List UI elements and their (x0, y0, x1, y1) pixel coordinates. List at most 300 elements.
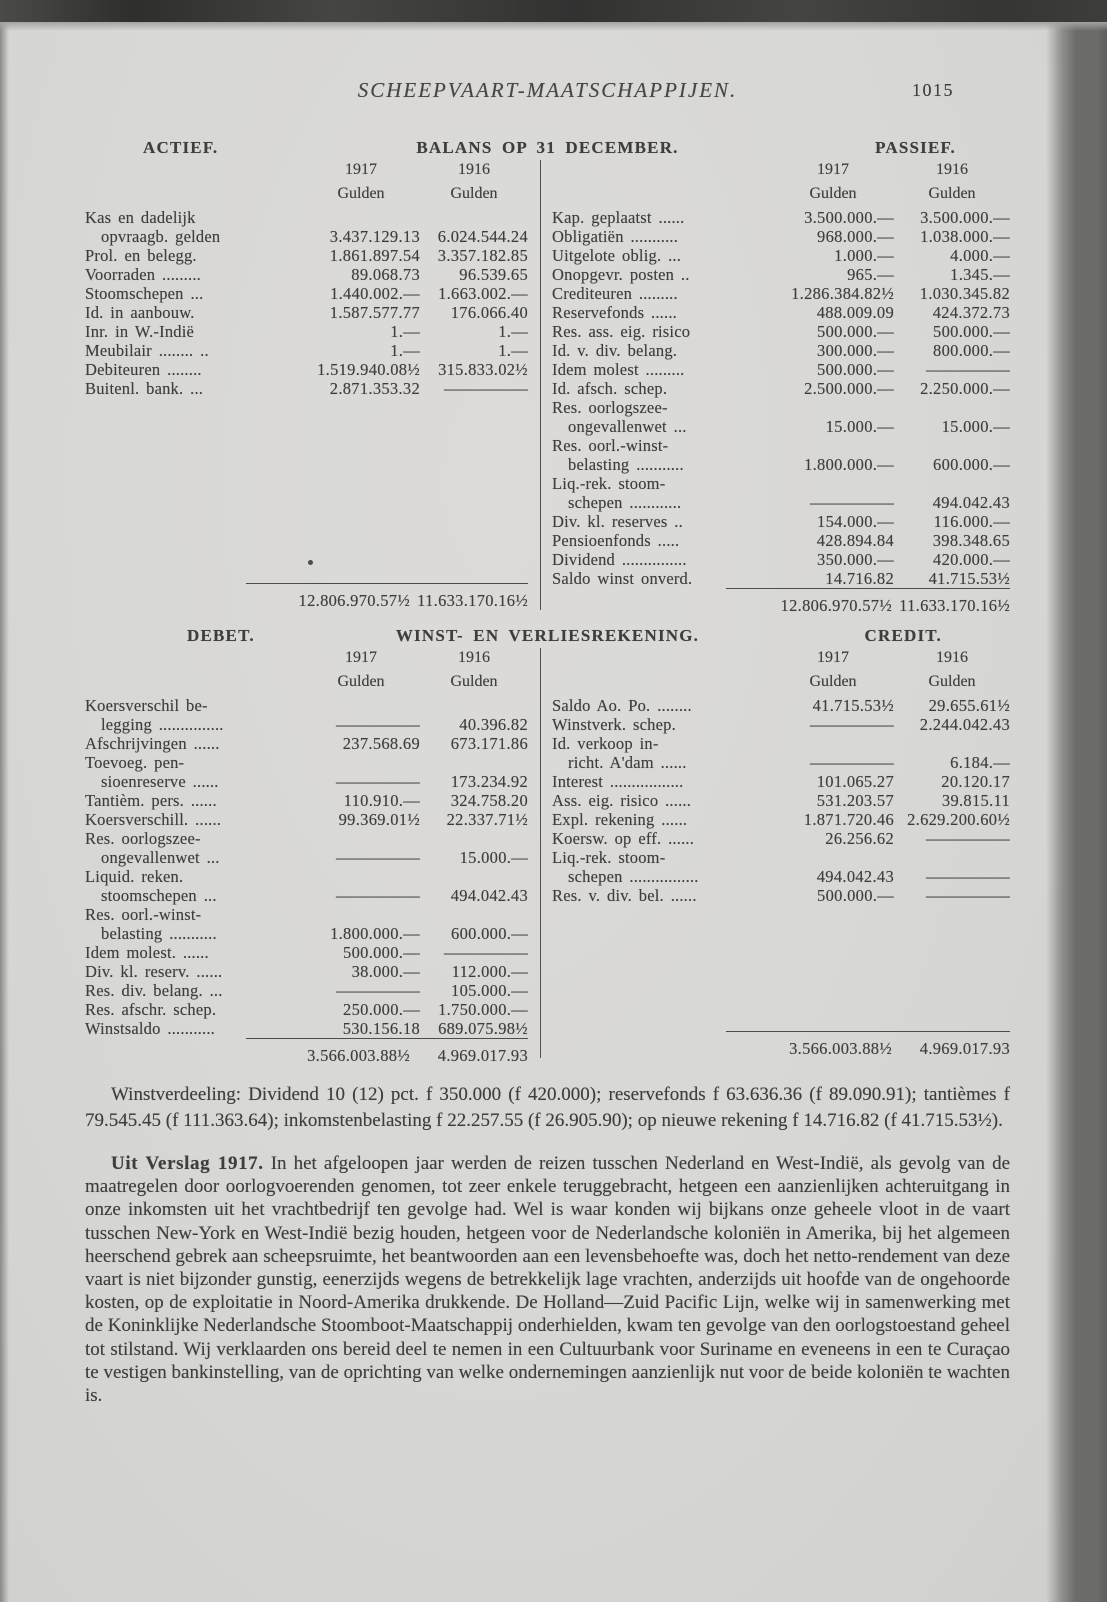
row-value-1916: 173.234.92 (450, 772, 528, 791)
row-value-1917: 531.203.57 (816, 791, 894, 810)
table-row (85, 1019, 528, 1038)
row-value-1917: 500.000.— (343, 943, 420, 962)
row-label (552, 436, 772, 474)
table-row (85, 867, 528, 905)
table-row (552, 474, 1010, 512)
table-row (552, 379, 1010, 398)
row-label-line2: stoomschepen ... (101, 886, 217, 905)
ink-spot (308, 560, 313, 565)
table-row (552, 436, 1010, 474)
year-1916-header: 1916 (936, 649, 968, 666)
debet-totals-row (85, 1038, 528, 1065)
page-number: 1015 (912, 80, 954, 100)
report-text (85, 1082, 1010, 1407)
row-label-line2: ongevallenwet ... (101, 848, 220, 867)
row-label-line2: richt. A'dam ...... (568, 753, 687, 772)
table-row (552, 208, 1010, 227)
row-label (552, 246, 772, 265)
row-label-line1: Uitgelote oblig. ... (552, 246, 682, 265)
row-label-line2: sioenreserve ...... (101, 772, 219, 791)
row-label-line1: Inr. in W.-Indië (85, 322, 195, 341)
currency-label: Gulden (337, 185, 385, 202)
row-label-line2: opvraagb. gelden (101, 227, 221, 246)
row-label (85, 265, 302, 284)
row-label (552, 791, 772, 810)
row-label-line1: Id. verkoop in- (552, 734, 659, 753)
row-label-line2: ongevallenwet ... (568, 417, 687, 436)
row-label-line1: Id. afsch. schep. (552, 379, 668, 398)
credit-heading: CREDIT. (864, 626, 942, 645)
row-label-line1: Koersw. op eff. ...... (552, 829, 695, 848)
actief-rows (85, 208, 528, 398)
row-value-1916: 673.171.86 (450, 734, 528, 753)
scan-left-edge (0, 0, 9, 1602)
verslag-body: In het afgeloopen jaar werden de reizen tusschen Nederland en West-Indië, als gevolg van de maatregelen door oorlogvoerenden genomen, tot zeer enkele teruggebracht, hetgeen een aanzienlijken achteruitgang in onze inkomsten uit het vrachtbedrijf ten gevolge had. Wel is waar konden wij bijkans onze geheele vloot in de vaart tusschen New-York en West-Indië bezig houden, hetgeen voor de Nederlandsche koloniën in Amerika, bij het algemeen heerschend gebrek aan scheepsruimte, het beantwoorden aan een levensbehoefte was, doch het netto-rendement van deze vaart is niet bijzonder gunstig, eenerzijds wegens de betrekkelijk lage vrachten, anderzijds uit hoofde van de ongehoorde kosten, op de exploitatie in Noord-Amerika drukkende. De Holland—Zuid Pacific Lijn, welke wij in samenwerking met de Koninklijke Nederlandsche Stoomboot-Maatschappij onderhielden, kwam ten gevolge van den oorlogstoestand geheel tot stilstand. Wij verklaarden ons bereid deel te nemen in een Cultuurbank voor Suriname en eveneens in een te Curaçao te vestigen bankinstelling, van de oprichting van welke ondernemingen aanzienlijk nut voor de beide koloniën te wachten is. (85, 1153, 1011, 1407)
row-value-1916: 494.042.43 (932, 493, 1010, 512)
row-label-line1: Tantièm. pers. ...... (85, 791, 217, 810)
row-label-line2: schepen ................ (568, 867, 699, 886)
table-row (85, 943, 528, 962)
row-label-line1: Res. ass. eig. risico (552, 322, 691, 341)
table-row (552, 810, 1010, 829)
row-label-line1: Ass. eig. risico ...... (552, 791, 692, 810)
table-row (85, 962, 528, 981)
row-label (552, 208, 772, 227)
table-row (85, 829, 528, 867)
passief-rows (552, 208, 1010, 588)
row-value-1917: 2.500.000.— (804, 379, 894, 398)
table-row (552, 696, 1010, 715)
row-value-1917: 1.800.000.— (804, 455, 894, 474)
row-value-1916: 1.750.000.— (438, 1000, 528, 1019)
row-label-line1: Id. in aanbouw. (85, 303, 195, 322)
table-row (552, 734, 1010, 772)
column-currency (552, 184, 1010, 203)
row-label (552, 303, 772, 322)
row-value-1916: 424.372.73 (932, 303, 1010, 322)
table-row (85, 791, 528, 810)
year-1917-header: 1917 (817, 649, 849, 666)
row-label (85, 753, 302, 791)
column-currency (85, 672, 528, 691)
debet-heading: DEBET. (187, 626, 255, 645)
row-value-1916: 600.000.— (451, 924, 528, 943)
row-value-1917: 300.000.— (817, 341, 894, 360)
row-value-1916: 500.000.— (933, 322, 1010, 341)
debet-column (85, 648, 540, 1065)
row-label-line1: Interest ................. (552, 772, 684, 791)
row-value-1917: 494.042.43 (816, 867, 894, 886)
year-1916-header: 1916 (458, 649, 490, 666)
row-value-1917: ————— (336, 715, 420, 734)
row-value-1917: 41.715.53½ (812, 696, 894, 715)
row-label-line1: Debiteuren ........ (85, 360, 202, 379)
table-row (85, 1000, 528, 1019)
row-value-1917: 1.587.577.77 (329, 303, 420, 322)
table-row (85, 696, 528, 734)
row-label-line1: Crediteuren ......... (552, 284, 678, 303)
row-label (552, 829, 772, 848)
row-label (552, 379, 772, 398)
year-1916-header: 1916 (458, 161, 490, 178)
row-value-1917: 1.800.000.— (330, 924, 420, 943)
row-label (552, 810, 772, 829)
currency-label: Gulden (928, 185, 976, 202)
row-label-line1: Res. oorl.-winst- (552, 436, 669, 455)
row-label (552, 322, 772, 341)
table-row (85, 341, 528, 360)
row-label-line1: Obligatiën ........... (552, 227, 679, 246)
row-value-1916: 4.000.— (950, 246, 1010, 265)
row-label (552, 772, 772, 791)
table-row (552, 398, 1010, 436)
row-label (85, 829, 302, 867)
row-label (85, 867, 302, 905)
table-row (552, 791, 1010, 810)
table-row (552, 829, 1010, 848)
table-row (85, 981, 528, 1000)
table-row (552, 848, 1010, 886)
table-row (552, 772, 1010, 791)
row-label (85, 341, 302, 360)
currency-label: Gulden (928, 673, 976, 690)
row-value-1917: ————— (810, 753, 894, 772)
row-label-line2: schepen ............ (568, 493, 682, 512)
row-value-1917: 530.156.18 (342, 1019, 420, 1038)
currency-label: Gulden (809, 673, 857, 690)
row-label (85, 322, 302, 341)
row-value-1917: 2.871.353.32 (329, 379, 420, 398)
row-value-1916: 96.539.65 (459, 265, 528, 284)
row-value-1916: 6.184.— (950, 753, 1010, 772)
row-value-1917: ————— (336, 886, 420, 905)
row-label-line2: belasting ........... (568, 455, 684, 474)
row-value-1916: 1.030.345.82 (919, 284, 1010, 303)
row-label-line1: Idem molest ......... (552, 360, 685, 379)
scan-right-gutter (1062, 0, 1107, 1602)
balance-table (85, 160, 1010, 615)
row-label-line1: Res. afschr. schep. (85, 1000, 217, 1019)
row-label (552, 360, 772, 379)
credit-total-1917: 3.566.003.88½ (789, 1039, 892, 1058)
row-value-1917: 99.369.01½ (338, 810, 420, 829)
row-value-1917: ————— (810, 493, 894, 512)
row-value-1917: 110.910.— (343, 791, 420, 810)
row-label (552, 474, 772, 512)
row-value-1916: 315.833.02½ (438, 360, 528, 379)
row-value-1917: 38.000.— (351, 962, 420, 981)
row-value-1916: 15.000.— (459, 848, 528, 867)
table-row (552, 227, 1010, 246)
row-label (85, 379, 302, 398)
verslag-lead: Uit Verslag 1917. (111, 1153, 264, 1174)
row-label-line1: Res. oorl.-winst- (85, 905, 202, 924)
row-label-line1: Prol. en belegg. (85, 246, 197, 265)
row-value-1917: 14.716.82 (825, 569, 894, 588)
row-value-1916: ————— (926, 829, 1010, 848)
row-label-line1: Kap. geplaatst ...... (552, 208, 685, 227)
verslag-paragraph (85, 1152, 1010, 1407)
row-label-line2: belasting ........... (101, 924, 217, 943)
table-row (85, 360, 528, 379)
column-years (85, 160, 528, 179)
actief-total-1916: 11.633.170.16½ (417, 591, 528, 610)
row-label-line1: Div. kl. reserves .. (552, 512, 683, 531)
row-label (552, 227, 772, 246)
row-label-line1: Id. v. div. belang. (552, 341, 678, 360)
row-value-1917: 1.— (390, 322, 420, 341)
row-value-1917: 154.000.— (817, 512, 894, 531)
row-label (552, 398, 772, 436)
row-value-1916: 800.000.— (933, 341, 1010, 360)
row-value-1916: ————— (926, 360, 1010, 379)
row-label (85, 1000, 302, 1019)
row-label-line1: Res. oorlogszee- (85, 829, 201, 848)
year-1917-header: 1917 (817, 161, 849, 178)
table-row (85, 303, 528, 322)
row-value-1917: ————— (336, 772, 420, 791)
profit-loss-section (85, 626, 1010, 1065)
year-1916-header: 1916 (936, 161, 968, 178)
row-label-line1: Koersverschil be- (85, 696, 208, 715)
row-label-line1: Onopgevr. posten .. (552, 265, 690, 284)
table-row (85, 810, 528, 829)
table-row (552, 512, 1010, 531)
row-label (552, 531, 772, 550)
row-label (552, 715, 772, 734)
row-label (85, 303, 302, 322)
row-value-1917: ————— (336, 981, 420, 1000)
row-value-1916: 112.000.— (451, 962, 528, 981)
profit-loss-title: WINST- EN VERLIESREKENING. (395, 626, 700, 645)
row-label-line1: Liq.-rek. stoom- (552, 848, 666, 867)
row-value-1917: 89.068.73 (351, 265, 420, 284)
row-value-1917: 1.519.940.08½ (317, 360, 420, 379)
row-label (552, 569, 772, 588)
row-label-line1: Meubilair ........ .. (85, 341, 209, 360)
column-years (85, 648, 528, 667)
table-row (552, 531, 1010, 550)
row-label (85, 905, 302, 943)
row-label-line1: Res. div. belang. ... (85, 981, 223, 1000)
table-row (85, 905, 528, 943)
actief-totals-row (85, 583, 528, 610)
row-label-line1: Pensioenfonds ..... (552, 531, 680, 550)
row-value-1916: 15.000.— (941, 417, 1010, 436)
row-value-1916: 1.— (498, 341, 528, 360)
balance-section (85, 138, 1010, 615)
row-label-line1: Idem molest. ...... (85, 943, 209, 962)
row-value-1916: 116.000.— (933, 512, 1010, 531)
row-label-line1: Buitenl. bank. ... (85, 379, 204, 398)
table-row (85, 246, 528, 265)
debet-rows (85, 696, 528, 1038)
row-label (85, 284, 302, 303)
passief-column (540, 160, 1010, 615)
row-value-1916: 2.244.042.43 (919, 715, 1010, 734)
row-label (85, 696, 302, 734)
row-value-1916: 1.— (498, 322, 528, 341)
page-header (85, 78, 1010, 102)
row-value-1917: 500.000.— (817, 886, 894, 905)
row-label-line2: legging ............... (101, 715, 224, 734)
actief-column (85, 160, 540, 610)
row-label-line1: Afschrijvingen ...... (85, 734, 220, 753)
passief-totals-row (552, 588, 1010, 615)
row-value-1916: 494.042.43 (450, 886, 528, 905)
currency-label: Gulden (337, 673, 385, 690)
row-value-1917: 500.000.— (817, 322, 894, 341)
row-value-1917: ————— (810, 715, 894, 734)
row-label-line1: Res. v. div. bel. ...... (552, 886, 697, 905)
currency-label: Gulden (450, 185, 498, 202)
row-value-1916: 2.629.200.60½ (907, 810, 1010, 829)
table-row (552, 569, 1010, 588)
row-label (552, 886, 772, 905)
row-value-1917: 15.000.— (825, 417, 894, 436)
row-label-line1: Reservefonds ...... (552, 303, 677, 322)
row-value-1916: 689.075.98½ (438, 1019, 528, 1038)
row-label-line1: Toevoeg. pen- (85, 753, 185, 772)
row-label (85, 981, 302, 1000)
table-row (552, 550, 1010, 569)
row-value-1916: 3.357.182.85 (437, 246, 528, 265)
table-row (85, 753, 528, 791)
row-value-1916: 1.038.000.— (920, 227, 1010, 246)
row-value-1917: 488.009.09 (816, 303, 894, 322)
scan-top-band (0, 0, 1107, 22)
table-row (85, 284, 528, 303)
row-label (552, 512, 772, 531)
row-value-1917: ————— (336, 848, 420, 867)
row-value-1917: 1.— (390, 341, 420, 360)
row-value-1916: 176.066.40 (450, 303, 528, 322)
row-label (85, 1019, 302, 1038)
table-row (552, 246, 1010, 265)
actief-total-1917: 12.806.970.57½ (298, 591, 410, 610)
profit-loss-table (85, 648, 1010, 1065)
row-value-1917: 3.437.129.13 (329, 227, 420, 246)
row-value-1917: 1.000.— (834, 246, 894, 265)
row-value-1917: 500.000.— (817, 360, 894, 379)
row-value-1917: 1.286.384.82½ (791, 284, 894, 303)
row-value-1917: 237.568.69 (342, 734, 420, 753)
row-value-1916: ————— (444, 379, 528, 398)
row-label (85, 943, 302, 962)
actief-heading: ACTIEF. (143, 138, 219, 157)
table-row (552, 322, 1010, 341)
row-label-line1: Stoomschepen ... (85, 284, 204, 303)
row-label-line1: Saldo Ao. Po. ........ (552, 696, 692, 715)
row-label-line1: Liquid. reken. (85, 867, 184, 886)
row-label-line1: Dividend ............... (552, 550, 687, 569)
row-label (552, 341, 772, 360)
row-value-1916: 20.120.17 (941, 772, 1010, 791)
row-value-1917: 1.861.897.54 (329, 246, 420, 265)
row-label-line1: Voorraden ......... (85, 265, 201, 284)
journal-title: SCHEEPVAART-MAATSCHAPPIJEN. (357, 78, 738, 102)
currency-label: Gulden (450, 673, 498, 690)
column-years (552, 648, 1010, 667)
table-row (85, 322, 528, 341)
table-row (552, 303, 1010, 322)
profit-loss-headings (85, 626, 1010, 648)
row-value-1916: ————— (926, 886, 1010, 905)
row-label (552, 848, 772, 886)
winstverdeeling-paragraph: Winstverdeeling: Dividend 10 (12) pct. f 350.000 (f 420.000); reservefonds f 63.636.36 (f 89.090.91); tantièmes f 79.545.45 (f 111.363.64); inkomstenbelasting f 22.257.55 (f 26.905.90); op nieuwe rekening f 14.716.82 (f 41.715.53½). (85, 1084, 1010, 1131)
table-row (85, 734, 528, 753)
row-value-1916: 3.500.000.— (920, 208, 1010, 227)
row-label-line1: Saldo winst onverd. (552, 569, 693, 588)
row-value-1917: 250.000.— (343, 1000, 420, 1019)
debet-total-1917: 3.566.003.88½ (307, 1046, 410, 1065)
row-value-1917: 350.000.— (817, 550, 894, 569)
row-value-1916: ————— (926, 867, 1010, 886)
row-label (85, 360, 302, 379)
column-currency (552, 672, 1010, 691)
row-label-line1: Expl. rekening ...... (552, 810, 688, 829)
debet-total-1916: 4.969.017.93 (437, 1046, 528, 1065)
passief-heading: PASSIEF. (875, 138, 956, 157)
row-value-1916: 600.000.— (933, 455, 1010, 474)
year-1917-header: 1917 (345, 161, 377, 178)
row-value-1916: 29.655.61½ (928, 696, 1010, 715)
row-value-1917: 968.000.— (817, 227, 894, 246)
balance-title: BALANS OP 31 DECEMBER. (416, 138, 679, 157)
row-label-line1: Winstsaldo ........... (85, 1019, 215, 1038)
table-row (552, 284, 1010, 303)
year-1917-header: 1917 (345, 649, 377, 666)
row-label (85, 734, 302, 753)
row-label-line1: Winstverk. schep. (552, 715, 676, 734)
row-value-1917: 3.500.000.— (804, 208, 894, 227)
row-label (552, 284, 772, 303)
row-label (85, 962, 302, 981)
table-row (85, 208, 528, 246)
row-value-1916: 398.348.65 (932, 531, 1010, 550)
passief-total-1916: 11.633.170.16½ (899, 596, 1010, 615)
table-row (552, 265, 1010, 284)
row-value-1917: 1.440.002.— (330, 284, 420, 303)
row-value-1916: 420.000.— (933, 550, 1010, 569)
row-label-line1: Kas en dadelijk (85, 208, 196, 227)
row-value-1916: 41.715.53½ (928, 569, 1010, 588)
row-value-1917: 26.256.62 (825, 829, 894, 848)
row-value-1916: 1.345.— (950, 265, 1010, 284)
row-value-1917: 965.— (847, 265, 894, 284)
table-row (85, 265, 528, 284)
table-row (85, 379, 528, 398)
row-label (85, 246, 302, 265)
credit-total-1916: 4.969.017.93 (919, 1039, 1010, 1058)
row-value-1916: 2.250.000.— (920, 379, 1010, 398)
row-value-1916: 324.758.20 (450, 791, 528, 810)
row-label (552, 265, 772, 284)
row-label (552, 734, 772, 772)
row-value-1917: 101.065.27 (816, 772, 894, 791)
balance-headings (85, 138, 1010, 160)
credit-totals-row (552, 1031, 1010, 1058)
row-label (552, 550, 772, 569)
row-value-1916: 40.396.82 (459, 715, 528, 734)
table-row (552, 341, 1010, 360)
row-label (85, 791, 302, 810)
row-value-1916: 22.337.71½ (446, 810, 528, 829)
row-label (552, 696, 772, 715)
column-currency (85, 184, 528, 203)
row-label (85, 810, 302, 829)
row-value-1916: 105.000.— (451, 981, 528, 1000)
